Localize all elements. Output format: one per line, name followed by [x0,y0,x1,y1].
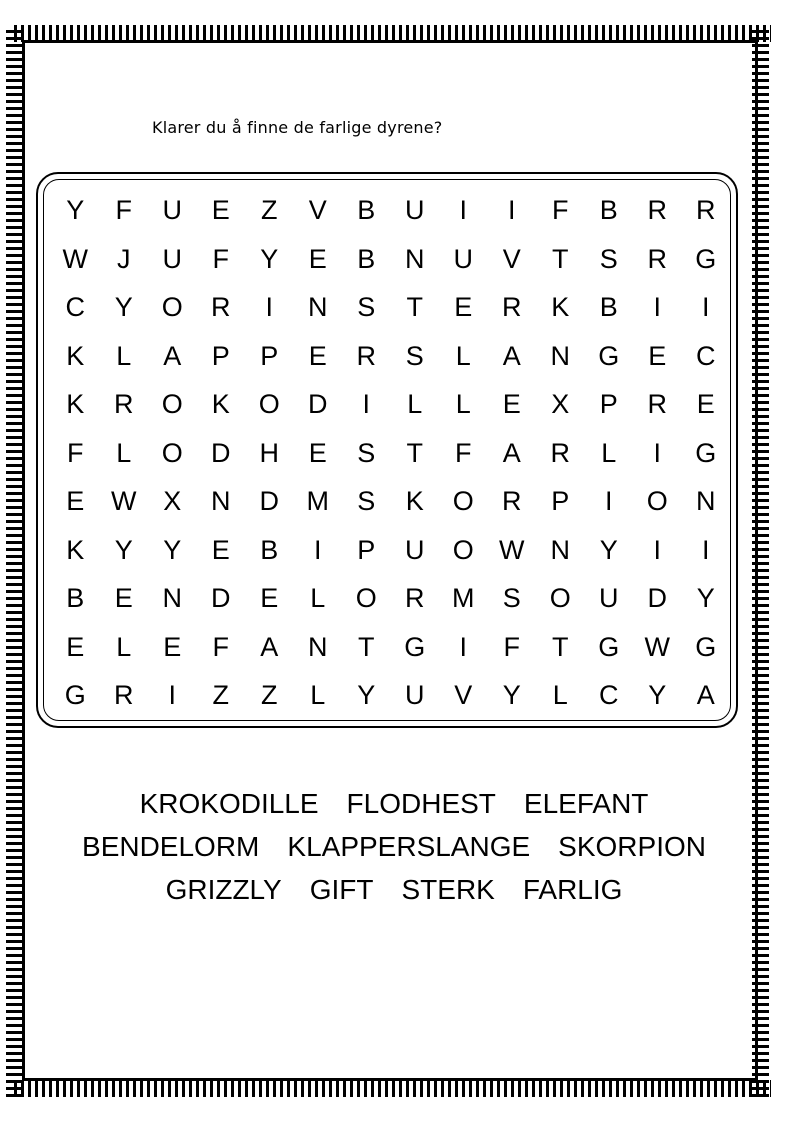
grid-letter[interactable]: B [357,243,376,274]
grid-letter[interactable]: R [211,292,231,322]
word-list-line [0,825,788,868]
grid-letter[interactable]: B [66,583,85,613]
grid-letter[interactable]: K [405,486,424,516]
grid-letter[interactable]: Z [261,195,278,225]
border-line-right [755,40,758,1081]
grid-letter[interactable]: U [162,243,182,274]
grid-letter[interactable]: C [696,340,716,371]
grid-letter[interactable]: A [696,680,715,710]
grid-letter[interactable]: Y [502,680,521,710]
grid-letter[interactable]: K [66,340,85,371]
grid-letter[interactable]: Y [648,680,667,710]
grid-letter[interactable]: S [502,583,521,613]
grid-letter[interactable]: N [211,486,231,516]
grid-letter[interactable]: L [116,437,132,468]
grid-row [51,623,731,672]
grid-letter[interactable]: G [598,631,620,662]
grid-letter[interactable]: I [653,292,661,322]
grid-letter[interactable]: R [405,583,425,613]
word-list-item: STERK [401,874,495,905]
grid-letter[interactable]: Y [357,680,376,710]
grid-letter[interactable]: Y [66,195,85,225]
grid-row [51,283,731,332]
grid-letter[interactable]: I [701,534,710,565]
grid-letter[interactable]: F [212,631,229,662]
grid-letter[interactable]: G [695,437,717,468]
word-list-item: KROKODILLE [139,788,319,819]
border-ticks-left [6,30,23,1098]
grid-letter[interactable]: E [114,583,133,613]
grid-letter[interactable]: F [212,243,229,274]
grid-letter[interactable]: L [601,437,617,468]
grid-letter[interactable]: Y [599,534,618,565]
grid-letter[interactable]: O [452,534,474,565]
grid-letter[interactable]: F [552,195,569,225]
word-list-item: KLAPPERSLANGE [287,831,531,862]
grid-letter[interactable]: H [259,437,279,468]
grid-letter[interactable]: S [357,437,376,468]
grid-letter[interactable]: B [357,195,376,225]
grid-letter[interactable]: R [696,195,716,225]
grid-letter[interactable]: E [211,195,230,225]
grid-letter[interactable]: U [453,243,473,274]
word-list-line [0,868,788,911]
grid-letter[interactable]: Y [114,292,133,322]
grid-letter[interactable]: B [599,292,618,322]
grid-letter[interactable]: N [308,631,328,662]
grid-letter[interactable]: E [308,243,327,274]
grid-letter[interactable]: X [551,389,570,419]
grid-letter[interactable]: I [653,534,661,565]
letter-grid [51,186,731,720]
grid-letter[interactable]: D [211,583,231,613]
word-list [0,782,788,911]
grid-letter[interactable]: O [161,292,183,322]
word-list-item: SKORPION [558,831,706,862]
grid-letter[interactable]: T [406,437,423,468]
grid-letter[interactable]: P [551,486,570,516]
grid-letter[interactable]: I [265,292,273,322]
word-list-line [0,782,788,825]
grid-letter[interactable]: N [696,486,716,516]
grid-letter[interactable]: G [598,340,620,371]
grid-letter[interactable]: O [161,389,183,419]
grid-letter[interactable]: U [599,583,619,613]
grid-row [51,429,731,478]
grid-letter[interactable]: M [306,486,329,516]
grid-letter[interactable]: V [308,195,327,225]
word-list-item: BENDELORM [82,831,260,862]
grid-letter[interactable]: F [115,195,132,225]
grid-letter[interactable]: T [552,243,569,274]
grid-letter[interactable]: I [313,534,322,565]
grid-letter[interactable]: T [406,292,423,322]
grid-row [51,574,731,623]
grid-letter[interactable]: P [357,534,376,565]
grid-letter[interactable]: A [502,340,521,371]
grid-letter[interactable]: E [211,534,230,565]
grid-letter[interactable]: U [162,195,182,225]
grid-letter[interactable]: A [163,340,182,371]
grid-letter[interactable]: O [161,437,183,468]
grid-letter[interactable]: P [260,340,279,371]
grid-letter[interactable]: I [459,631,467,662]
grid-letter[interactable]: I [507,195,516,225]
grid-letter[interactable]: R [550,437,570,468]
grid-letter[interactable]: L [455,389,471,419]
grid-letter[interactable]: W [644,631,670,662]
grid-letter[interactable]: G [695,243,717,274]
grid-letter[interactable]: R [647,195,667,225]
border-ticks-bottom [14,1080,771,1097]
grid-letter[interactable]: N [550,340,570,371]
grid-letter[interactable]: A [502,437,521,468]
grid-letter[interactable]: L [455,340,471,371]
grid-letter[interactable]: L [310,680,326,710]
grid-letter[interactable]: W [499,534,525,565]
word-list-item: FARLIG [522,874,623,905]
border-line-bottom [22,1078,758,1081]
grid-letter[interactable]: C [65,292,85,322]
grid-letter[interactable]: Y [696,583,715,613]
instruction-text: Klarer du å finne de farlige dyrene? [152,118,443,137]
grid-letter[interactable]: L [116,340,132,371]
grid-letter[interactable]: L [552,680,568,710]
grid-letter[interactable]: K [211,389,230,419]
grid-letter[interactable]: Y [163,534,182,565]
grid-row [51,235,731,284]
grid-letter[interactable]: N [308,292,328,322]
grid-letter[interactable]: D [308,389,328,419]
grid-letter[interactable]: E [308,437,327,468]
grid-row [51,380,731,429]
grid-letter[interactable]: V [454,680,473,710]
grid-letter[interactable]: U [405,195,425,225]
grid-letter[interactable]: D [647,583,667,613]
grid-letter[interactable]: I [459,195,467,225]
grid-letter[interactable]: G [695,631,717,662]
grid-letter[interactable]: R [114,389,134,419]
grid-letter[interactable]: N [550,534,570,565]
grid-letter[interactable]: I [653,437,661,468]
grid-letter[interactable]: I [362,389,370,419]
grid-letter[interactable]: E [260,583,279,613]
word-list-item: FLODHEST [346,788,496,819]
grid-letter[interactable]: R [114,680,134,710]
grid-row [51,332,731,381]
grid-letter[interactable]: M [452,583,475,613]
grid-letter[interactable]: E [696,389,715,419]
grid-letter[interactable]: J [117,243,131,274]
grid-letter[interactable]: K [66,534,85,565]
grid-letter[interactable]: D [259,486,279,516]
grid-letter[interactable]: T [552,631,569,662]
grid-letter[interactable]: K [66,389,85,419]
grid-letter[interactable]: N [405,243,425,274]
grid-letter[interactable]: O [452,486,474,516]
word-list-item: GIFT [309,874,374,905]
grid-letter[interactable]: E [454,292,473,322]
grid-letter[interactable]: R [356,340,376,371]
grid-letter[interactable]: E [308,340,327,371]
grid-letter[interactable]: O [355,583,377,613]
grid-row [51,526,731,575]
grid-letter[interactable]: E [648,340,667,371]
grid-letter[interactable]: F [503,631,520,662]
grid-letter[interactable]: S [357,486,376,516]
grid-letter[interactable]: Z [261,680,278,710]
grid-letter[interactable]: U [405,534,425,565]
grid-letter[interactable]: C [599,680,619,710]
grid-letter[interactable]: O [646,486,668,516]
grid-letter[interactable]: S [599,243,618,274]
grid-letter[interactable]: P [211,340,230,371]
grid-letter[interactable]: Z [212,680,229,710]
grid-letter[interactable]: O [549,583,571,613]
word-list-item: ELEFANT [523,788,649,819]
grid-row [51,186,731,235]
border-line-top [22,40,758,43]
grid-letter[interactable]: E [163,631,182,662]
grid-letter[interactable]: F [455,437,472,468]
grid-letter[interactable]: R [502,486,522,516]
grid-letter[interactable]: F [67,437,84,468]
grid-letter[interactable]: T [358,631,375,662]
grid-row [51,477,731,526]
grid-letter[interactable]: I [701,292,710,322]
grid-letter[interactable]: L [116,631,132,662]
grid-letter[interactable]: Y [114,534,133,565]
grid-letter[interactable]: G [404,631,426,662]
grid-letter[interactable]: X [163,486,182,516]
grid-letter[interactable]: D [211,437,231,468]
grid-letter[interactable]: R [502,292,522,322]
word-list-item: GRIZZLY [165,874,282,905]
grid-letter[interactable]: R [647,243,667,274]
grid-letter[interactable]: B [260,534,279,565]
grid-letter[interactable]: W [62,243,88,274]
grid-letter[interactable]: K [551,292,570,322]
grid-letter[interactable]: O [258,389,280,419]
grid-letter[interactable]: A [260,631,279,662]
grid-row [51,671,731,720]
border-line-left [22,40,25,1081]
grid-letter[interactable]: U [405,680,425,710]
grid-letter[interactable]: S [357,292,376,322]
grid-letter[interactable]: I [168,680,176,710]
grid-letter[interactable]: L [407,389,423,419]
grid-letter[interactable]: W [111,486,137,516]
grid-letter[interactable]: E [502,389,521,419]
grid-letter[interactable]: E [66,631,85,662]
grid-letter[interactable]: B [599,195,618,225]
grid-letter[interactable]: R [647,389,667,419]
grid-letter[interactable]: N [162,583,182,613]
grid-letter[interactable]: E [66,486,85,516]
grid-letter[interactable]: Y [260,243,279,274]
grid-letter[interactable]: P [599,389,618,419]
grid-letter[interactable]: V [502,243,521,274]
grid-letter[interactable]: S [405,340,424,371]
grid-letter[interactable]: I [604,486,613,516]
grid-letter[interactable]: L [310,583,326,613]
grid-letter[interactable]: G [64,680,86,710]
